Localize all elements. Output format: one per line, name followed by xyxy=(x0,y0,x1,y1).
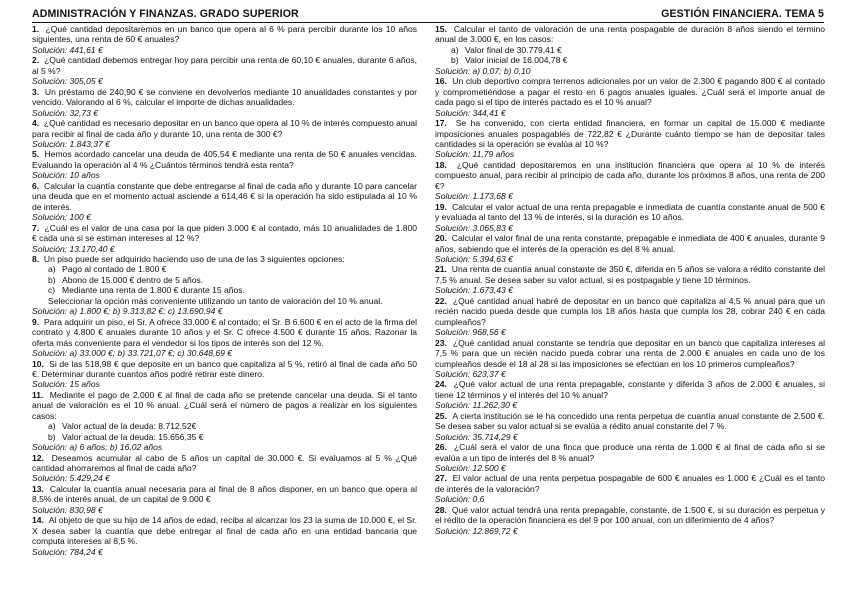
exercise-number: 26. xyxy=(435,442,447,453)
exercise-item xyxy=(435,473,825,504)
exercise-text: ¿Qué valor actual de una renta prepagable, constante y diferida 3 años de 2.000 € anuales, si tiene 12 términos y el interés del 10 % anual? xyxy=(435,379,826,400)
exercise-number: 9. xyxy=(32,316,40,327)
exercise-solution: Solución: 968,56 € xyxy=(435,327,506,338)
exercise-option xyxy=(435,45,825,55)
exercise-statement xyxy=(32,223,417,244)
exercise-statement xyxy=(435,338,825,369)
exercise-number: 22. xyxy=(435,295,447,306)
exercise-number: 25. xyxy=(435,410,447,421)
exercise-item xyxy=(435,379,825,410)
exercise-item xyxy=(435,338,825,380)
exercise-statement xyxy=(32,359,417,380)
option-text: Valor actual de la deuda: 8.712,52€ xyxy=(62,421,197,432)
exercise-solution: Solución: 35.714,29 € xyxy=(435,431,518,442)
exercise-solution: Solución: 10 años xyxy=(32,170,100,181)
exercise-text: Qué valor actual tendrá una renta prepagable, constante, de 1.500 €, si su duración es perpetua y el rédito de la operación financiera es del 9 por 100 anual, con un diferimiento de 4 años? xyxy=(435,504,826,526)
option-text: Abono de 15.000 € dentro de 5 años. xyxy=(62,274,204,285)
exercise-statement xyxy=(435,24,825,45)
exercise-solution: Solución: 1.673,43 € xyxy=(435,285,513,296)
exercise-solution: Solución: 5.429,24 € xyxy=(32,473,110,484)
exercise-text: Una renta de cuantía anual constante de 350 €, diferida en 5 años se valora a rédito constante del 7,5 % anual. Se desea saber su valor actual, si es postpagable y tiene 10 términos. xyxy=(435,264,825,285)
exercise-solution: Solución: 12.500 € xyxy=(435,463,506,474)
exercise-options xyxy=(32,421,417,442)
exercise-statement xyxy=(32,484,417,505)
exercise-text: Se ha convenido, con cierta entidad financiera, en formar un capital de 15.000 € mediante imposiciones anuales pospagables de 722,82 € ¿Durante cuánto tiempo se han de depositar tales cantidades si la operación se evalúa al 10 %? xyxy=(435,118,825,149)
option-letter: a) xyxy=(48,264,56,275)
exercise-solution: Solución: 13.170,40 € xyxy=(32,243,115,254)
exercise-solution: Solución: 1.173,68 € xyxy=(435,191,513,202)
exercise-solution: Solución: 12.869,72 € xyxy=(435,525,518,536)
exercise-solution: Solución: 32,73 € xyxy=(32,107,99,118)
exercise-text: ¿Cuál será el valor de una finca que produce una renta de 1.000 € al final de cada año si se evalúa a un tipo de interés del 8 % anual? xyxy=(435,442,825,463)
exercise-number: 8. xyxy=(32,253,40,264)
exercise-item xyxy=(435,442,825,473)
exercise-text: El valor actual de una renta perpetua pospagable de 600 € anuales es 1.000 € ¿Cuál es el tanto de interés de la valoración? xyxy=(435,473,825,494)
option-letter: a) xyxy=(451,44,459,55)
exercise-text: Deseamos acumular al cabo de 5 años un capital de 30.000 €. Si evaluamos al 5 % ¿Qué cantidad ahorraremos al final de cada año? xyxy=(32,452,418,474)
exercise-number: 28. xyxy=(435,504,447,515)
exercise-statement xyxy=(32,118,417,139)
exercise-item xyxy=(32,254,417,317)
exercise-solution: Solución: 5.394,63 € xyxy=(435,253,513,264)
exercise-item xyxy=(32,317,417,359)
exercise-text: Si de las 518,98 € que deposite en un banco que capitaliza al 5 %, retiró al final de cada año 50 €. Determinar durante cuantos años podré retirar este dinero. xyxy=(32,358,417,379)
exercise-text: Hemos acordado cancelar una deuda de 405,54 € mediante una renta de 50 € anuales vencidas. Evaluando la operación al 4 % ¿Cuántos términos tendrá esta renta? xyxy=(32,149,418,170)
exercise-statement xyxy=(435,442,825,463)
exercise-solution: Solución: 3.065,83 € xyxy=(435,222,513,233)
left-column xyxy=(32,24,417,557)
page-header xyxy=(32,8,824,23)
exercise-columns xyxy=(32,24,838,557)
exercise-statement xyxy=(32,181,417,212)
exercise-item xyxy=(435,202,825,233)
exercise-statement xyxy=(435,160,825,191)
exercise-number: 11. xyxy=(32,389,44,400)
exercise-number: 14. xyxy=(32,515,44,526)
exercise-item xyxy=(32,453,417,484)
exercise-options xyxy=(32,264,417,295)
exercise-solution: Solución: a) 33.000 €; b) 33.721,07 €; c) 30.648,69 € xyxy=(32,348,233,359)
exercise-item xyxy=(435,76,825,118)
exercise-option xyxy=(32,432,417,442)
exercise-number: 12. xyxy=(32,452,44,463)
exercise-text: ¿Qué cantidad anual habré de depositar en un banco que capitaliza al 4,5 % anual para que un recién nacido pueda desde que cumpla los 18 años hasta que cumpla los 28, cobrar 240 € en cada cumpleaños? xyxy=(435,295,826,327)
exercise-item xyxy=(435,411,825,442)
exercise-item xyxy=(32,149,417,180)
exercise-option xyxy=(32,275,417,285)
exercise-number: 4. xyxy=(32,118,40,129)
right-column xyxy=(435,24,825,557)
exercise-text: Un club deportivo compra terrenos adicionales por un valor de 2.300 € pagando 800 € al contado y comprometiéndose a pagar el resto en 6 pagos anuales iguales. ¿Cuál será el importe anual de cada pago si el tipo de interés pactado es el 10 % anual? xyxy=(435,76,826,108)
exercise-statement xyxy=(32,515,417,546)
exercise-statement xyxy=(32,149,417,170)
exercise-statement xyxy=(435,76,825,107)
exercise-note: Seleccionar la opción más conveniente utilizando un tanto de valoración del 10 % anual. xyxy=(48,295,383,306)
exercise-statement xyxy=(32,24,417,45)
exercise-item xyxy=(32,87,417,118)
exercise-item xyxy=(435,296,825,338)
exercise-solution: Solución: 305,05 € xyxy=(32,76,103,87)
exercise-text: A cierta institución se le ha concedido una renta perpetua de cuantía anual constante de 2.500 €. Se desea saber su valor actual si se evalúa a rédito anual constante del 7 %. xyxy=(435,410,825,432)
exercise-option xyxy=(32,264,417,274)
exercise-item xyxy=(32,181,417,223)
exercise-statement xyxy=(32,55,417,76)
exercise-solution: Solución: a) 0,07; b) 0,10 xyxy=(435,65,531,76)
exercise-number: 27. xyxy=(435,473,447,484)
option-letter: a) xyxy=(48,421,56,432)
exercise-solution: Solución: a) 6 años; b) 16,02 años xyxy=(32,442,163,453)
exercise-item xyxy=(435,160,825,202)
exercise-text: ¿Qué cantidad debemos entregar hoy para percibir una renta de 60,10 € anuales, durante 6 años, al 5 %? xyxy=(32,55,417,76)
exercise-text: Para adquirir un piso, el Sr. A ofrece 33.000 € al contado; el Sr. B 6.600 € en el acto de la firma del contrato y 4.800 € anuales durante 10 años y el Sr. C ofrece 4.500 € durante 15 años. Razonar la oferta más conveniente para el vendedor si los tipos de interés son del 12 %. xyxy=(32,316,418,348)
exercise-item xyxy=(32,223,417,254)
exercise-solution: Solución: 0,6 xyxy=(435,494,485,505)
exercise-item xyxy=(435,264,825,295)
exercise-solution: Solución: 11.262,30 € xyxy=(435,400,518,411)
exercise-item xyxy=(32,55,417,86)
exercise-text: ¿Qué cantidad anual constante se tendría que depositar en un banco que capitaliza intereses al 7,5 % para que un recién nacido pueda cobrar una renta de 2.000 € anuales en cada uno de los cumpleaños desde el 18 al 28 si las imposiciones se efectúan en los 10 primeros cumpleaños? xyxy=(435,337,825,369)
option-text: Pago al contado de 1.800 € xyxy=(62,264,167,275)
exercise-options xyxy=(435,45,825,66)
option-letter: b) xyxy=(48,274,56,285)
option-text: Valor actual de la deuda: 15.656,35 € xyxy=(62,431,204,442)
exercise-statement xyxy=(32,390,417,421)
exercise-number: 13. xyxy=(32,483,44,494)
exercise-option xyxy=(32,285,417,295)
exercise-text: Un piso puede ser adquirido haciendo uso de una de las 3 siguientes opciones: xyxy=(43,253,345,264)
exercise-statement xyxy=(435,233,825,254)
exercise-number: 15. xyxy=(435,24,447,34)
exercise-statement xyxy=(32,254,417,264)
exercise-text: Mediante el pago de 2.000 € al final de cada año se pretende cancelar una deuda. Si el tanto anual de valoración es el 10 % anual. ¿Cuál será el número de pagos a realizar en los siguientes casos: xyxy=(32,389,417,421)
exercise-item xyxy=(435,24,825,76)
exercise-statement xyxy=(32,453,417,474)
exercise-option xyxy=(435,55,825,65)
exercise-item xyxy=(32,118,417,149)
exercise-solution: Solución: a) 1.800 €; b) 9.313,82 €; c) 13.690,94 € xyxy=(32,306,223,317)
exercise-statement xyxy=(32,87,417,108)
header-subject-title: GESTIÓN FINANCIERA. TEMA 5 xyxy=(661,8,824,20)
exercise-text: Calcular el valor actual de una renta prepagable e inmediata de cuantía constante anual de 500 € y evaluada al tanto del 13 % de interés, si la duración es 10 años. xyxy=(435,201,826,223)
exercise-text: ¿Qué cantidad es necesario depositar en un banco que opera al 10 % de interés compuesto anual para recibir al final de cada año y durante 10, una renta de 300 €? xyxy=(32,118,417,139)
exercise-text: Calcular el valor final de una renta constante, prepagable e inmediata de 400 € anuales, durante 9 años, sabiendo que el interés de la operación es del 8 % anual. xyxy=(435,233,826,254)
exercise-item xyxy=(32,484,417,515)
exercise-solution: Solución: 784,24 € xyxy=(32,546,103,557)
exercise-solution: Solución: 344,41 € xyxy=(435,107,506,118)
exercise-statement xyxy=(32,317,417,348)
option-text: Mediante una renta de 1.800 € durante 15 años. xyxy=(62,285,245,296)
exercise-number: 20. xyxy=(435,233,447,244)
option-letter: b) xyxy=(48,431,56,442)
exercise-item xyxy=(32,24,417,55)
exercise-statement xyxy=(435,505,825,526)
exercise-number: 6. xyxy=(32,180,40,191)
exercise-text: ¿Qué cantidad depositaremos en una institución financiera que opera al 10 % de interés compuesto anual, para recibir al principio de cada año, durante los próximos 8 años, una renta de 200 €? xyxy=(435,159,825,191)
exercise-number: 7. xyxy=(32,222,40,233)
exercise-statement xyxy=(435,379,825,400)
exercise-text: ¿Cuál es el valor de una casa por la que piden 3.000 € al contado, más 10 anualidades de 1.800 € cada una si se estiman intereses al 12 %? xyxy=(32,222,418,244)
exercise-number: 2. xyxy=(32,55,40,66)
option-letter: b) xyxy=(451,55,459,66)
exercise-solution: Solución: 11,79 años xyxy=(435,149,515,160)
exercise-text: Calcular la cuantía anual necesaria para al final de 8 años disponer, en un banco que opera al 8,5% de interés anual, de un capital de 9.000 € xyxy=(32,483,417,505)
header-course-title: ADMINISTRACIÓN Y FINANZAS. GRADO SUPERIOR xyxy=(32,8,299,20)
exercise-number: 18. xyxy=(435,159,447,170)
exercise-item xyxy=(32,390,417,453)
exercise-number: 23. xyxy=(435,337,447,348)
exercise-text: Al objeto de que su hijo de 14 años de edad, reciba al alcanzar los 23 la suma de 10.000 €, el Sr. X desea saber la cuantía que debe entregar al final de cada año en una entidad bancaria que computa intereses al 8,5 %. xyxy=(32,515,417,547)
exercise-text: ¿Qué cantidad depositaremos en un banco que opera al 6 % para percibir durante los 10 años siguientes, una renta de 60 € anuales? xyxy=(32,24,417,45)
exercise-solution: Solución: 623,37 € xyxy=(435,368,506,379)
exercise-item xyxy=(32,359,417,390)
exercise-number: 5. xyxy=(32,149,40,160)
exercise-text: Calcular la cuantía constante que debe entregarse al final de cada año y durante 10 para cancelar una deuda que en el momento actual asciende a 614,46 € si la operación ha sido estipulada al 10 % de interés. xyxy=(32,180,418,212)
option-text: Valor final de 30.779,41 € xyxy=(465,44,562,55)
exercise-statement xyxy=(435,296,825,327)
exercise-number: 1. xyxy=(32,24,40,34)
exercise-solution: Solución: 1.843,37 € xyxy=(32,138,110,149)
exercise-number: 16. xyxy=(435,76,447,87)
exercise-option xyxy=(32,421,417,431)
exercise-item xyxy=(435,505,825,536)
exercise-solution: Solución: 100 € xyxy=(32,212,91,223)
exercise-text: Calcular el tanto de valoración de una renta pospagable de duración 8 años siendo el termino anual de 3.000 €, en los casos: xyxy=(435,24,826,45)
exercise-statement xyxy=(435,411,825,432)
exercise-number: 21. xyxy=(435,264,447,275)
exercise-number: 24. xyxy=(435,379,447,390)
exercise-number: 10. xyxy=(32,358,44,369)
exercise-text: Un préstamo de 240,90 € se conviene en devolverlos mediante 10 anualidades constantes y por vencido. Valorando al 6 %, calcular el importe de dichas anualidades. xyxy=(32,86,418,108)
exercise-item xyxy=(435,233,825,264)
exercise-item xyxy=(32,515,417,557)
exercise-statement xyxy=(435,473,825,494)
exercise-statement xyxy=(435,202,825,223)
option-letter: c) xyxy=(48,285,56,296)
exercise-solution: Solución: 830,98 € xyxy=(32,504,103,515)
exercise-item xyxy=(435,118,825,160)
exercise-number: 19. xyxy=(435,201,447,212)
exercise-number: 3. xyxy=(32,86,40,97)
exercise-statement xyxy=(435,264,825,285)
exercise-solution: Solución: 15 años xyxy=(32,379,100,390)
option-text: Valor inicial de 16.004,78 € xyxy=(465,55,568,66)
exercise-statement xyxy=(435,118,825,149)
exercise-number: 17. xyxy=(435,118,447,129)
exercise-solution: Solución: 441,61 € xyxy=(32,44,103,55)
